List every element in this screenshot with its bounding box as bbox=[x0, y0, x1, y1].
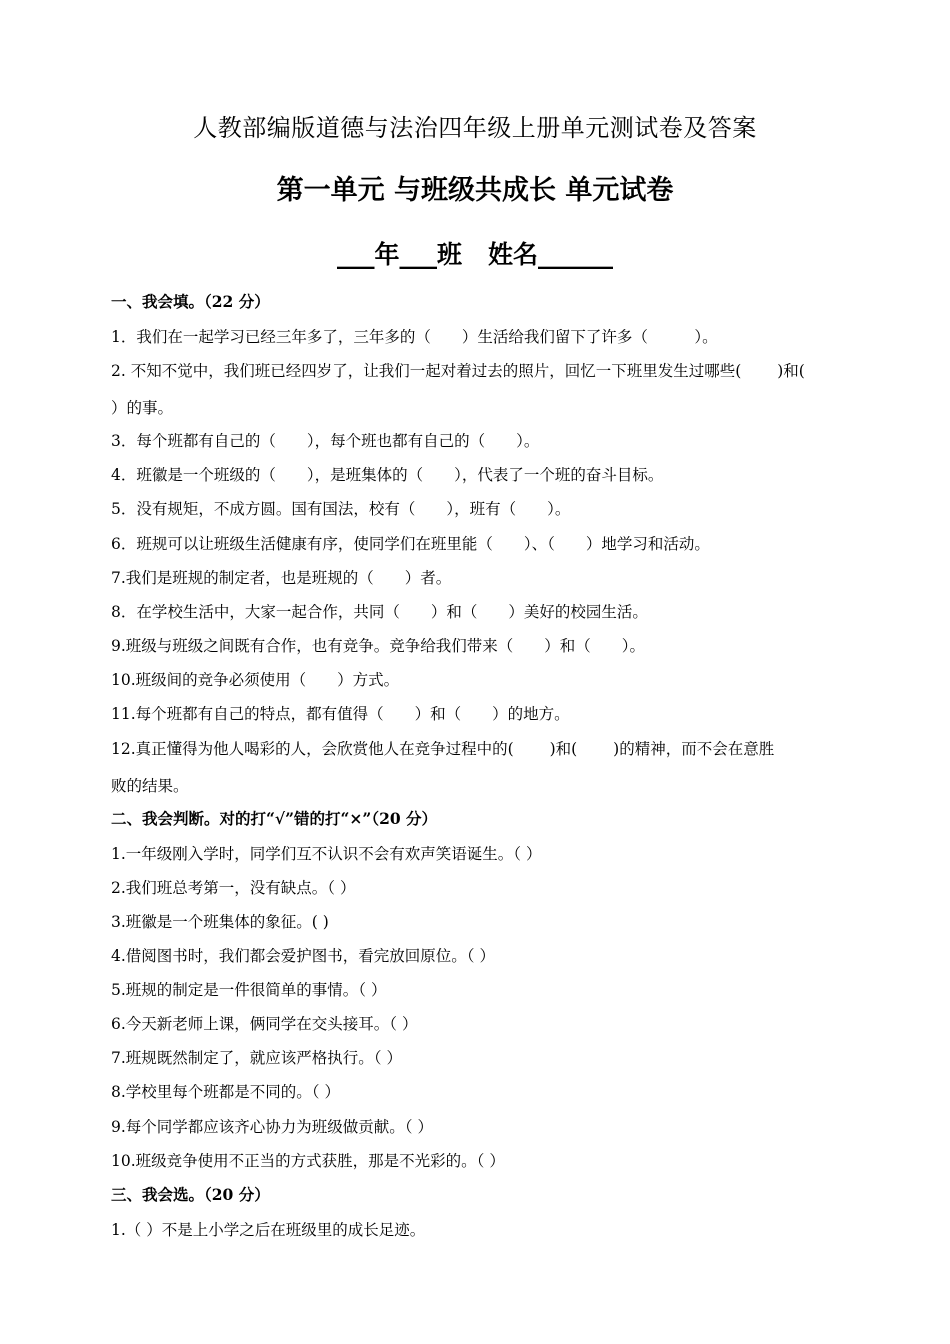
judge-question-5: 5.班规的制定是一件很简单的事情。（ ） bbox=[111, 981, 387, 999]
fill-question-2: 2. 不知不觉中，我们班已经四岁了，让我们一起对着过去的照片，回忆一下班里发生过哪些( )和( bbox=[111, 362, 805, 380]
judge-question-7: 7.班规既然制定了，就应该严格执行。（ ） bbox=[111, 1049, 402, 1067]
fill-question-5: 5．没有规矩，不成方圆。国有国法，校有（ ），班有（ ）。 bbox=[111, 500, 571, 518]
judge-question-6: 6.今天新老师上课，俩同学在交头接耳。（ ） bbox=[111, 1015, 418, 1033]
student-info-line bbox=[0, 235, 950, 271]
unit-title: 第一单元 与班级共成长 单元试卷 bbox=[276, 175, 674, 206]
judge-question-3: 3.班徽是一个班集体的象征。( ) bbox=[111, 913, 329, 931]
section-heading-judge: 二、我会判断。对的打“√”错的打“×”（20 分） bbox=[111, 809, 438, 828]
grade-class-blank: ___年___班 bbox=[336, 240, 462, 269]
fill-question-2-cont: ）的事。 bbox=[111, 399, 174, 417]
fill-question-6: 6．班规可以让班级生活健康有序，使同学们在班里能（ ）、（ ）地学习和活动。 bbox=[111, 535, 710, 553]
section-heading-fill: 一、我会填。（22 分） bbox=[111, 292, 270, 311]
judge-question-2: 2.我们班总考第一，没有缺点。（ ） bbox=[111, 879, 356, 897]
document-title: 人教部编版道德与法治四年级上册单元测试卷及答案 bbox=[193, 114, 757, 142]
fill-question-4: 4．班徽是一个班级的（ ），是班集体的（ ），代表了一个班的奋斗目标。 bbox=[111, 466, 664, 484]
fill-question-11: 11.每个班都有自己的特点，都有值得（ ）和（ ）的地方。 bbox=[111, 705, 570, 723]
fill-question-9: 9.班级与班级之间既有合作，也有竞争。竞争给我们带来（ ）和（ ）。 bbox=[111, 637, 646, 655]
fill-question-7: 7.我们是班规的制定者，也是班规的（ ）者。 bbox=[111, 569, 452, 587]
judge-question-9: 9.每个同学都应该齐心协力为班级做贡献。（ ） bbox=[111, 1118, 433, 1136]
fill-question-1: 1．我们在一起学习已经三年多了，三年多的（ ）生活给我们留下了许多（ ）。 bbox=[111, 328, 718, 346]
fill-question-12-cont: 败的结果。 bbox=[111, 777, 189, 795]
judge-question-4: 4.借阅图书时，我们都会爱护图书，看完放回原位。（ ） bbox=[111, 947, 495, 965]
section-heading-choose: 三、我会选。（20 分） bbox=[111, 1185, 270, 1204]
name-blank: 姓名______ bbox=[488, 240, 614, 269]
fill-question-10: 10.班级间的竞争必须使用（ ）方式。 bbox=[111, 671, 400, 689]
judge-question-1: 1.一年级刚入学时，同学们互不认识不会有欢声笑语诞生。（ ） bbox=[111, 845, 542, 863]
fill-question-12: 12.真正懂得为他人喝彩的人，会欣赏他人在竞争过程中的( )和( )的精神，而不会在意胜 bbox=[111, 740, 775, 758]
judge-question-8: 8.学校里每个班都是不同的。（ ） bbox=[111, 1083, 340, 1101]
choose-question-1: 1.（ ）不是上小学之后在班级里的成长足迹。 bbox=[111, 1221, 426, 1239]
judge-question-10: 10.班级竞争使用不正当的方式获胜，那是不光彩的。（ ） bbox=[111, 1152, 505, 1170]
fill-question-3: 3．每个班都有自己的（ ），每个班也都有自己的（ ）。 bbox=[111, 432, 540, 450]
fill-question-8: 8．在学校生活中，大家一起合作，共同（ ）和（ ）美好的校园生活。 bbox=[111, 603, 648, 621]
